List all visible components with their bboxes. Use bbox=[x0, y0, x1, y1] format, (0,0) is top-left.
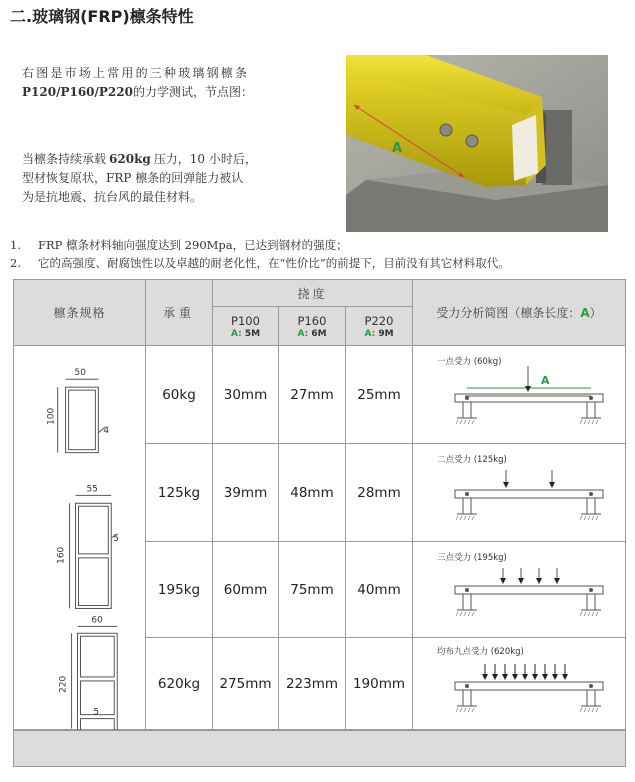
model-length-value: 9M bbox=[378, 328, 394, 339]
beam-diagram-icon bbox=[413, 542, 625, 638]
section-height: 220 bbox=[58, 675, 69, 693]
model-length-label: A: bbox=[297, 328, 309, 339]
header-load-label: 承重 bbox=[162, 306, 195, 320]
note-item bbox=[10, 236, 510, 254]
diagram-cell-4 bbox=[413, 638, 625, 730]
beam-diagram-icon bbox=[413, 444, 625, 542]
intro-line-2-rest: 的力学测试，节点图： bbox=[132, 85, 253, 99]
intro-load: 620kg bbox=[109, 152, 151, 166]
intro-models: P120/P160/P220 bbox=[22, 85, 133, 99]
row-2-p220: 28mm bbox=[346, 444, 413, 542]
spec-profiles-cell bbox=[14, 346, 146, 730]
note-item bbox=[10, 254, 510, 272]
row-4-p100: 275mm bbox=[213, 638, 279, 730]
intro-line-2 bbox=[22, 83, 342, 102]
diagram-span-label: A bbox=[541, 373, 550, 387]
purlin-photo-illustration bbox=[346, 55, 608, 232]
row-3-p160: 75mm bbox=[279, 542, 346, 638]
beam-diagram-icon bbox=[413, 638, 625, 730]
intro-paragraph-2 bbox=[22, 150, 342, 207]
row-4-p220: 190mm bbox=[346, 638, 413, 730]
row-1-p160: 27mm bbox=[279, 346, 346, 444]
header-diagram bbox=[413, 280, 625, 346]
diagram-cell-3 bbox=[413, 542, 625, 638]
model-name: P220 bbox=[364, 313, 394, 328]
row-4-p160: 223mm bbox=[279, 638, 346, 730]
header-model-p100 bbox=[213, 307, 279, 346]
header-spec-label: 檩条规格 bbox=[53, 306, 106, 320]
row-4-load: 620kg bbox=[146, 638, 213, 730]
header-deflection bbox=[213, 280, 413, 307]
row-3-load: 195kg bbox=[146, 542, 213, 638]
header-diagram-post: ） bbox=[589, 306, 602, 320]
diagram-label: 均布九点受力 (620kg) bbox=[437, 646, 524, 657]
section-width: 50 bbox=[74, 368, 86, 379]
model-length bbox=[231, 329, 260, 339]
purlin-property-table bbox=[13, 279, 626, 767]
intro-line-5: 为是抗地震、抗台风的最佳材料。 bbox=[22, 190, 203, 204]
purlin-test-photo bbox=[346, 55, 608, 232]
row-2-p100: 39mm bbox=[213, 444, 279, 542]
model-name: P100 bbox=[231, 313, 260, 328]
intro-line-3-pre: 当檩条持续承载 bbox=[22, 152, 107, 166]
note-text: FRP 檩条材料轴向强度达到 290Mpa，已达到钢材的强度； bbox=[38, 238, 348, 252]
intro-line-1: 右图是市场上常用的三种玻璃钢檩条 bbox=[22, 66, 250, 80]
model-name: P160 bbox=[297, 313, 327, 328]
section-height: 100 bbox=[46, 407, 57, 425]
header-diagram-label bbox=[436, 304, 601, 321]
header-model-p220 bbox=[346, 307, 413, 346]
row-1-load: 60kg bbox=[146, 346, 213, 444]
model-length-label: A: bbox=[230, 328, 242, 339]
notes-list bbox=[10, 236, 510, 272]
row-3-p100: 60mm bbox=[213, 542, 279, 638]
diagram-label: 一点受力 (60kg) bbox=[437, 356, 502, 367]
header-model-p160 bbox=[279, 307, 346, 346]
intro-line-3-post: 压力，10 小时后， bbox=[153, 152, 257, 166]
row-1-p220: 25mm bbox=[346, 346, 413, 444]
model-length-label: A: bbox=[364, 328, 376, 339]
row-2-p160: 48mm bbox=[279, 444, 346, 542]
intro-paragraph-1 bbox=[22, 64, 342, 102]
section-width: 55 bbox=[86, 484, 98, 495]
model-length-value: 5M bbox=[244, 328, 261, 339]
diagram-cell-2 bbox=[413, 444, 625, 542]
section-thickness: 4 bbox=[103, 425, 110, 436]
header-diagram-pre: 受力分析简图（檩条长度： bbox=[436, 306, 581, 320]
intro-line-3 bbox=[22, 150, 342, 169]
note-text: 它的高强度、耐腐蚀性以及卓越的耐老化性，在“性价比”的前提下，目前没有其它材料取代。 bbox=[38, 256, 510, 270]
model-length bbox=[297, 329, 326, 339]
photo-span-label: A bbox=[392, 141, 403, 156]
row-2-load: 125kg bbox=[146, 444, 213, 542]
section-thickness: 5 bbox=[113, 533, 119, 544]
note-number: 1. bbox=[10, 238, 21, 252]
diagram-label: 三点受力 (195kg) bbox=[437, 552, 507, 563]
diagram-label: 二点受力 (125kg) bbox=[437, 454, 507, 465]
header-deflection-label: 挠度 bbox=[297, 286, 328, 301]
profile-section-icon bbox=[14, 346, 145, 730]
header-spec bbox=[14, 280, 146, 346]
section-height: 160 bbox=[56, 546, 67, 564]
page-title: 二.玻璃钢(FRP)檩条特性 bbox=[10, 7, 194, 26]
model-length-value: 6M bbox=[311, 328, 327, 339]
table-footer bbox=[14, 730, 625, 766]
model-length bbox=[364, 329, 393, 339]
intro-line-4: 型材恢复原状，FRP 檩条的回弹能力被认 bbox=[22, 171, 244, 185]
section-width: 60 bbox=[91, 615, 103, 626]
diagram-cell-1 bbox=[413, 346, 625, 444]
header-diagram-a: A bbox=[580, 306, 590, 320]
note-number: 2. bbox=[10, 256, 21, 270]
beam-diagram-icon bbox=[413, 346, 625, 444]
row-3-p220: 40mm bbox=[346, 542, 413, 638]
row-1-p100: 30mm bbox=[213, 346, 279, 444]
section-thickness: 5 bbox=[93, 707, 100, 718]
header-load bbox=[146, 280, 213, 346]
